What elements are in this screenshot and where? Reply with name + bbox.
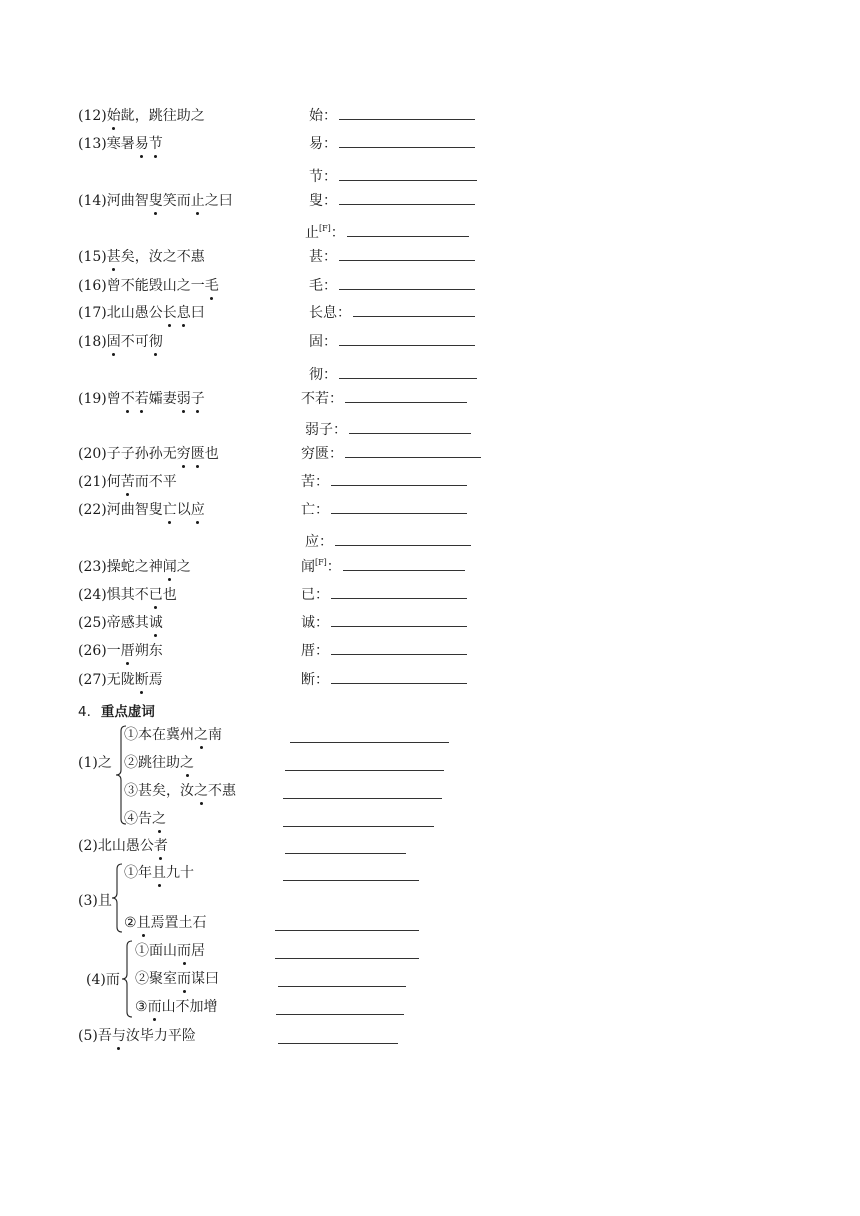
group-label: (3)且 (78, 893, 112, 909)
vocab-phrase (78, 246, 205, 268)
sub-item (124, 724, 222, 746)
emphasized-char: 子 (191, 388, 205, 410)
answer-blank[interactable] (339, 331, 475, 346)
text-segment: (27)无陇 (78, 672, 135, 688)
answer-label: 厝： (301, 643, 329, 659)
emphasized-char: 长 (163, 302, 177, 324)
emphasized-char: 者 (154, 835, 168, 857)
emphasized-char: 苦 (121, 471, 135, 493)
answer-label-colon: ： (330, 225, 345, 241)
answer-field (309, 302, 475, 324)
emphasized-char: 若 (135, 388, 149, 410)
left-brace (110, 863, 124, 933)
text-segment: 九十 (166, 865, 194, 881)
answer-blank[interactable] (331, 499, 467, 514)
text-segment: (22)河曲智叟 (78, 502, 163, 518)
emphasized-char: 之 (194, 780, 208, 802)
emphasized-char: 而 (148, 996, 162, 1018)
answer-blank[interactable] (343, 556, 465, 571)
text-segment: 以 (176, 502, 191, 518)
answer-field (309, 364, 477, 386)
text-segment: 南 (208, 727, 222, 743)
emphasized-char: 毛 (205, 275, 219, 297)
emphasized-char: 且 (152, 862, 166, 884)
emphasized-char: 止 (191, 190, 205, 212)
left-brace (120, 940, 134, 1018)
vocab-row (0, 669, 860, 691)
emphasized-char: 叟 (149, 190, 163, 212)
vocab-row (0, 388, 860, 410)
answer-field (301, 388, 467, 410)
text-segment: ①本在冀州 (124, 727, 194, 743)
section-heading (78, 702, 155, 722)
footnote-mark: [F] (315, 558, 327, 567)
answer-blank[interactable] (283, 825, 434, 827)
vocab-phrase (78, 443, 219, 465)
answer-field (301, 612, 467, 634)
answer-label: 叟： (309, 193, 337, 209)
vocab-phrase (78, 105, 205, 127)
answer-label: 甚： (309, 249, 337, 265)
vocab-row (0, 584, 860, 606)
emphasized-char: 而 (177, 940, 191, 962)
emphasized-char: 且 (137, 912, 151, 934)
text-segment: ②跳往助 (124, 755, 180, 771)
text-segment: (17)北山愚公 (78, 305, 163, 321)
answer-label: 长息： (309, 305, 351, 321)
answer-blank[interactable] (339, 364, 477, 379)
text-segment: (25)帝感其 (78, 615, 149, 631)
emphasized-char: 与 (112, 1025, 126, 1047)
answer-blank[interactable] (331, 612, 467, 627)
vocab-phrase (78, 302, 205, 324)
sub-item (124, 912, 207, 934)
vocab-phrase (78, 669, 163, 691)
answer-label: 弱子： (305, 422, 347, 438)
emphasized-char: 节 (149, 133, 163, 155)
vocab-row (0, 471, 860, 493)
vocab-row (0, 133, 860, 155)
emphasized-char: 断 (135, 669, 149, 691)
sub-item (135, 940, 205, 962)
answer-blank[interactable] (275, 929, 419, 931)
sub-item (124, 780, 236, 802)
answer-blank[interactable] (285, 769, 444, 771)
answer-label: 固： (309, 334, 337, 350)
text-segment: 居 (191, 943, 205, 959)
emphasized-char: 固 (107, 331, 121, 353)
vocab-phrase (78, 471, 177, 493)
vocab-row (0, 419, 860, 441)
emphasized-char: 之 (194, 724, 208, 746)
answer-field (301, 499, 467, 521)
vocab-phrase (78, 556, 191, 578)
text-segment: 焉 (148, 672, 163, 688)
answer-label: 始： (309, 108, 337, 124)
answer-field (309, 166, 477, 188)
text-segment: 矣，汝之不惠 (120, 249, 205, 265)
text-segment: (21)何 (78, 474, 121, 490)
answer-blank[interactable] (331, 640, 467, 655)
answer-blank[interactable] (353, 302, 475, 317)
vocab-row (0, 275, 860, 297)
group-label: (4)而 (86, 972, 120, 988)
sub-item (78, 835, 168, 857)
vocab-phrase (78, 640, 163, 662)
answer-field (309, 331, 475, 353)
emphasized-char: 匮 (191, 443, 205, 465)
emphasized-char: 穷 (177, 443, 191, 465)
text-segment: 而不平 (134, 474, 177, 490)
vocab-phrase (78, 612, 163, 634)
text-segment: 笑而 (162, 193, 191, 209)
text-segment: (23)操蛇之神 (78, 559, 163, 575)
text-segment: (26)一 (78, 643, 121, 659)
text-segment: 焉置土石 (150, 915, 207, 931)
answer-field (309, 190, 475, 212)
emphasized-char: 息 (177, 302, 191, 324)
vocab-row (0, 556, 860, 578)
text-segment: ④告 (124, 811, 152, 827)
vocab-row (0, 499, 860, 521)
answer-label: 诚： (301, 615, 329, 631)
section-number: 4. (78, 704, 91, 720)
text-segment: ③ (135, 999, 148, 1015)
text-segment: 不可 (120, 334, 149, 350)
emphasized-char: 之 (152, 808, 166, 830)
emphasized-char: 应 (191, 499, 205, 521)
answer-blank[interactable] (339, 246, 475, 261)
answer-blank[interactable] (339, 105, 475, 120)
emphasized-char: 弱 (177, 388, 191, 410)
answer-blank[interactable] (285, 852, 406, 854)
text-segment: ③甚矣，汝 (124, 783, 194, 799)
emphasized-char: 厝 (121, 640, 135, 662)
answer-label: 毛： (309, 278, 337, 294)
emphasized-char: 不 (121, 388, 135, 410)
answer-label: 已： (301, 587, 329, 603)
answer-blank[interactable] (331, 584, 467, 599)
vocab-row (0, 531, 860, 553)
sub-item (78, 1025, 196, 1047)
emphasized-char: 易 (135, 133, 149, 155)
sub-item (135, 996, 218, 1018)
vocab-row (0, 222, 860, 244)
sub-item (135, 968, 219, 990)
answer-field (309, 246, 475, 268)
answer-field (309, 275, 475, 297)
vocab-phrase (78, 584, 177, 606)
text-segment: 孀妻 (148, 391, 177, 407)
answer-blank[interactable] (275, 957, 419, 959)
answer-blank[interactable] (345, 443, 481, 458)
answer-blank[interactable] (283, 797, 442, 799)
text-segment: 之 (176, 559, 191, 575)
answer-label: 断： (301, 672, 329, 688)
vocab-row (0, 166, 860, 188)
text-segment: (20)子子孙孙无 (78, 446, 177, 462)
vocab-phrase (78, 499, 205, 521)
answer-label: 亡： (301, 502, 329, 518)
text-segment: ② (124, 915, 137, 931)
text-segment: 龀，跳往助之 (120, 108, 205, 124)
vocab-row (0, 612, 860, 634)
answer-blank[interactable] (349, 419, 471, 434)
text-segment: 不惠 (208, 783, 236, 799)
emphasized-char: 之 (180, 752, 194, 774)
answer-blank[interactable] (278, 985, 406, 987)
answer-blank[interactable] (290, 741, 449, 743)
answer-label: 彻： (309, 367, 337, 383)
text-segment: 也 (162, 587, 177, 603)
section-title: 重点虚词 (100, 704, 155, 720)
text-segment: (12) (78, 108, 107, 124)
emphasized-char: 已 (149, 584, 163, 606)
answer-label-colon: ： (326, 559, 341, 575)
answer-blank[interactable] (276, 1013, 404, 1015)
answer-field (305, 531, 471, 553)
answer-blank[interactable] (283, 879, 419, 881)
text-segment: 曰 (190, 305, 205, 321)
answer-label: 苦： (301, 474, 329, 490)
emphasized-char: 甚 (107, 246, 121, 268)
text-segment: 汝毕力平险 (125, 1028, 196, 1044)
vocab-phrase (78, 275, 219, 297)
emphasized-char: 而 (177, 968, 191, 990)
answer-field (309, 105, 475, 127)
sub-item (124, 752, 194, 774)
text-segment: 朔东 (134, 643, 163, 659)
sub-item (124, 862, 194, 884)
text-segment: (15) (78, 249, 107, 265)
text-segment: 山不加增 (161, 999, 218, 1015)
vocab-phrase (78, 388, 205, 410)
answer-label: 不若： (301, 391, 343, 407)
vocab-row (0, 302, 860, 324)
vocab-row (0, 105, 860, 127)
answer-label: 闻 (301, 559, 315, 575)
vocab-phrase (78, 190, 233, 212)
vocab-row (0, 190, 860, 212)
answer-blank[interactable] (278, 1042, 398, 1044)
emphasized-char: 彻 (149, 331, 163, 353)
text-segment: ①年 (124, 865, 152, 881)
emphasized-char: 闻 (163, 556, 177, 578)
answer-blank[interactable] (339, 166, 477, 181)
group-label: (1)之 (78, 755, 112, 771)
text-segment: (2)北山愚公 (78, 838, 154, 854)
answer-field (301, 584, 467, 606)
answer-field (309, 133, 475, 155)
text-segment: (18) (78, 334, 107, 350)
vocab-row (0, 364, 860, 386)
answer-label: 节： (309, 169, 337, 185)
footnote-mark: [F] (319, 224, 331, 233)
answer-field (301, 669, 467, 691)
vocab-phrase (78, 133, 163, 155)
text-segment: (24)惧其不 (78, 587, 149, 603)
answer-blank[interactable] (335, 531, 471, 546)
text-segment: (16)曾不能毁山之一 (78, 278, 205, 294)
answer-label: 易： (309, 136, 337, 152)
sub-item (124, 808, 166, 830)
answer-field (301, 556, 465, 578)
emphasized-char: 亡 (163, 499, 177, 521)
answer-blank[interactable] (339, 275, 475, 290)
vocab-row (0, 246, 860, 268)
answer-blank[interactable] (345, 388, 467, 403)
text-segment: (19)曾 (78, 391, 121, 407)
emphasized-char: 始 (107, 105, 121, 127)
text-segment: (14)河曲智 (78, 193, 149, 209)
text-segment: 谋曰 (191, 971, 219, 987)
answer-blank[interactable] (331, 669, 467, 684)
text-segment: 也 (204, 446, 219, 462)
text-segment: ②聚室 (135, 971, 177, 987)
answer-blank[interactable] (339, 190, 475, 205)
vocab-row (0, 331, 860, 353)
answer-field (301, 640, 467, 662)
answer-blank[interactable] (331, 471, 467, 486)
text-segment: (5)吾 (78, 1028, 112, 1044)
vocab-row (0, 640, 860, 662)
vocab-phrase (78, 331, 163, 353)
answer-field (301, 443, 481, 465)
answer-field (305, 222, 469, 244)
answer-label: 穷匮： (301, 446, 343, 462)
answer-blank[interactable] (347, 222, 469, 237)
text-segment: ①面山 (135, 943, 177, 959)
answer-field (301, 471, 467, 493)
text-segment: 之曰 (204, 193, 233, 209)
vocab-row (0, 443, 860, 465)
emphasized-char: 诚 (149, 612, 163, 634)
answer-field (305, 419, 471, 441)
answer-label: 止 (305, 225, 319, 241)
answer-label: 应： (305, 534, 333, 550)
answer-blank[interactable] (339, 133, 475, 148)
text-segment: (13)寒暑 (78, 136, 135, 152)
